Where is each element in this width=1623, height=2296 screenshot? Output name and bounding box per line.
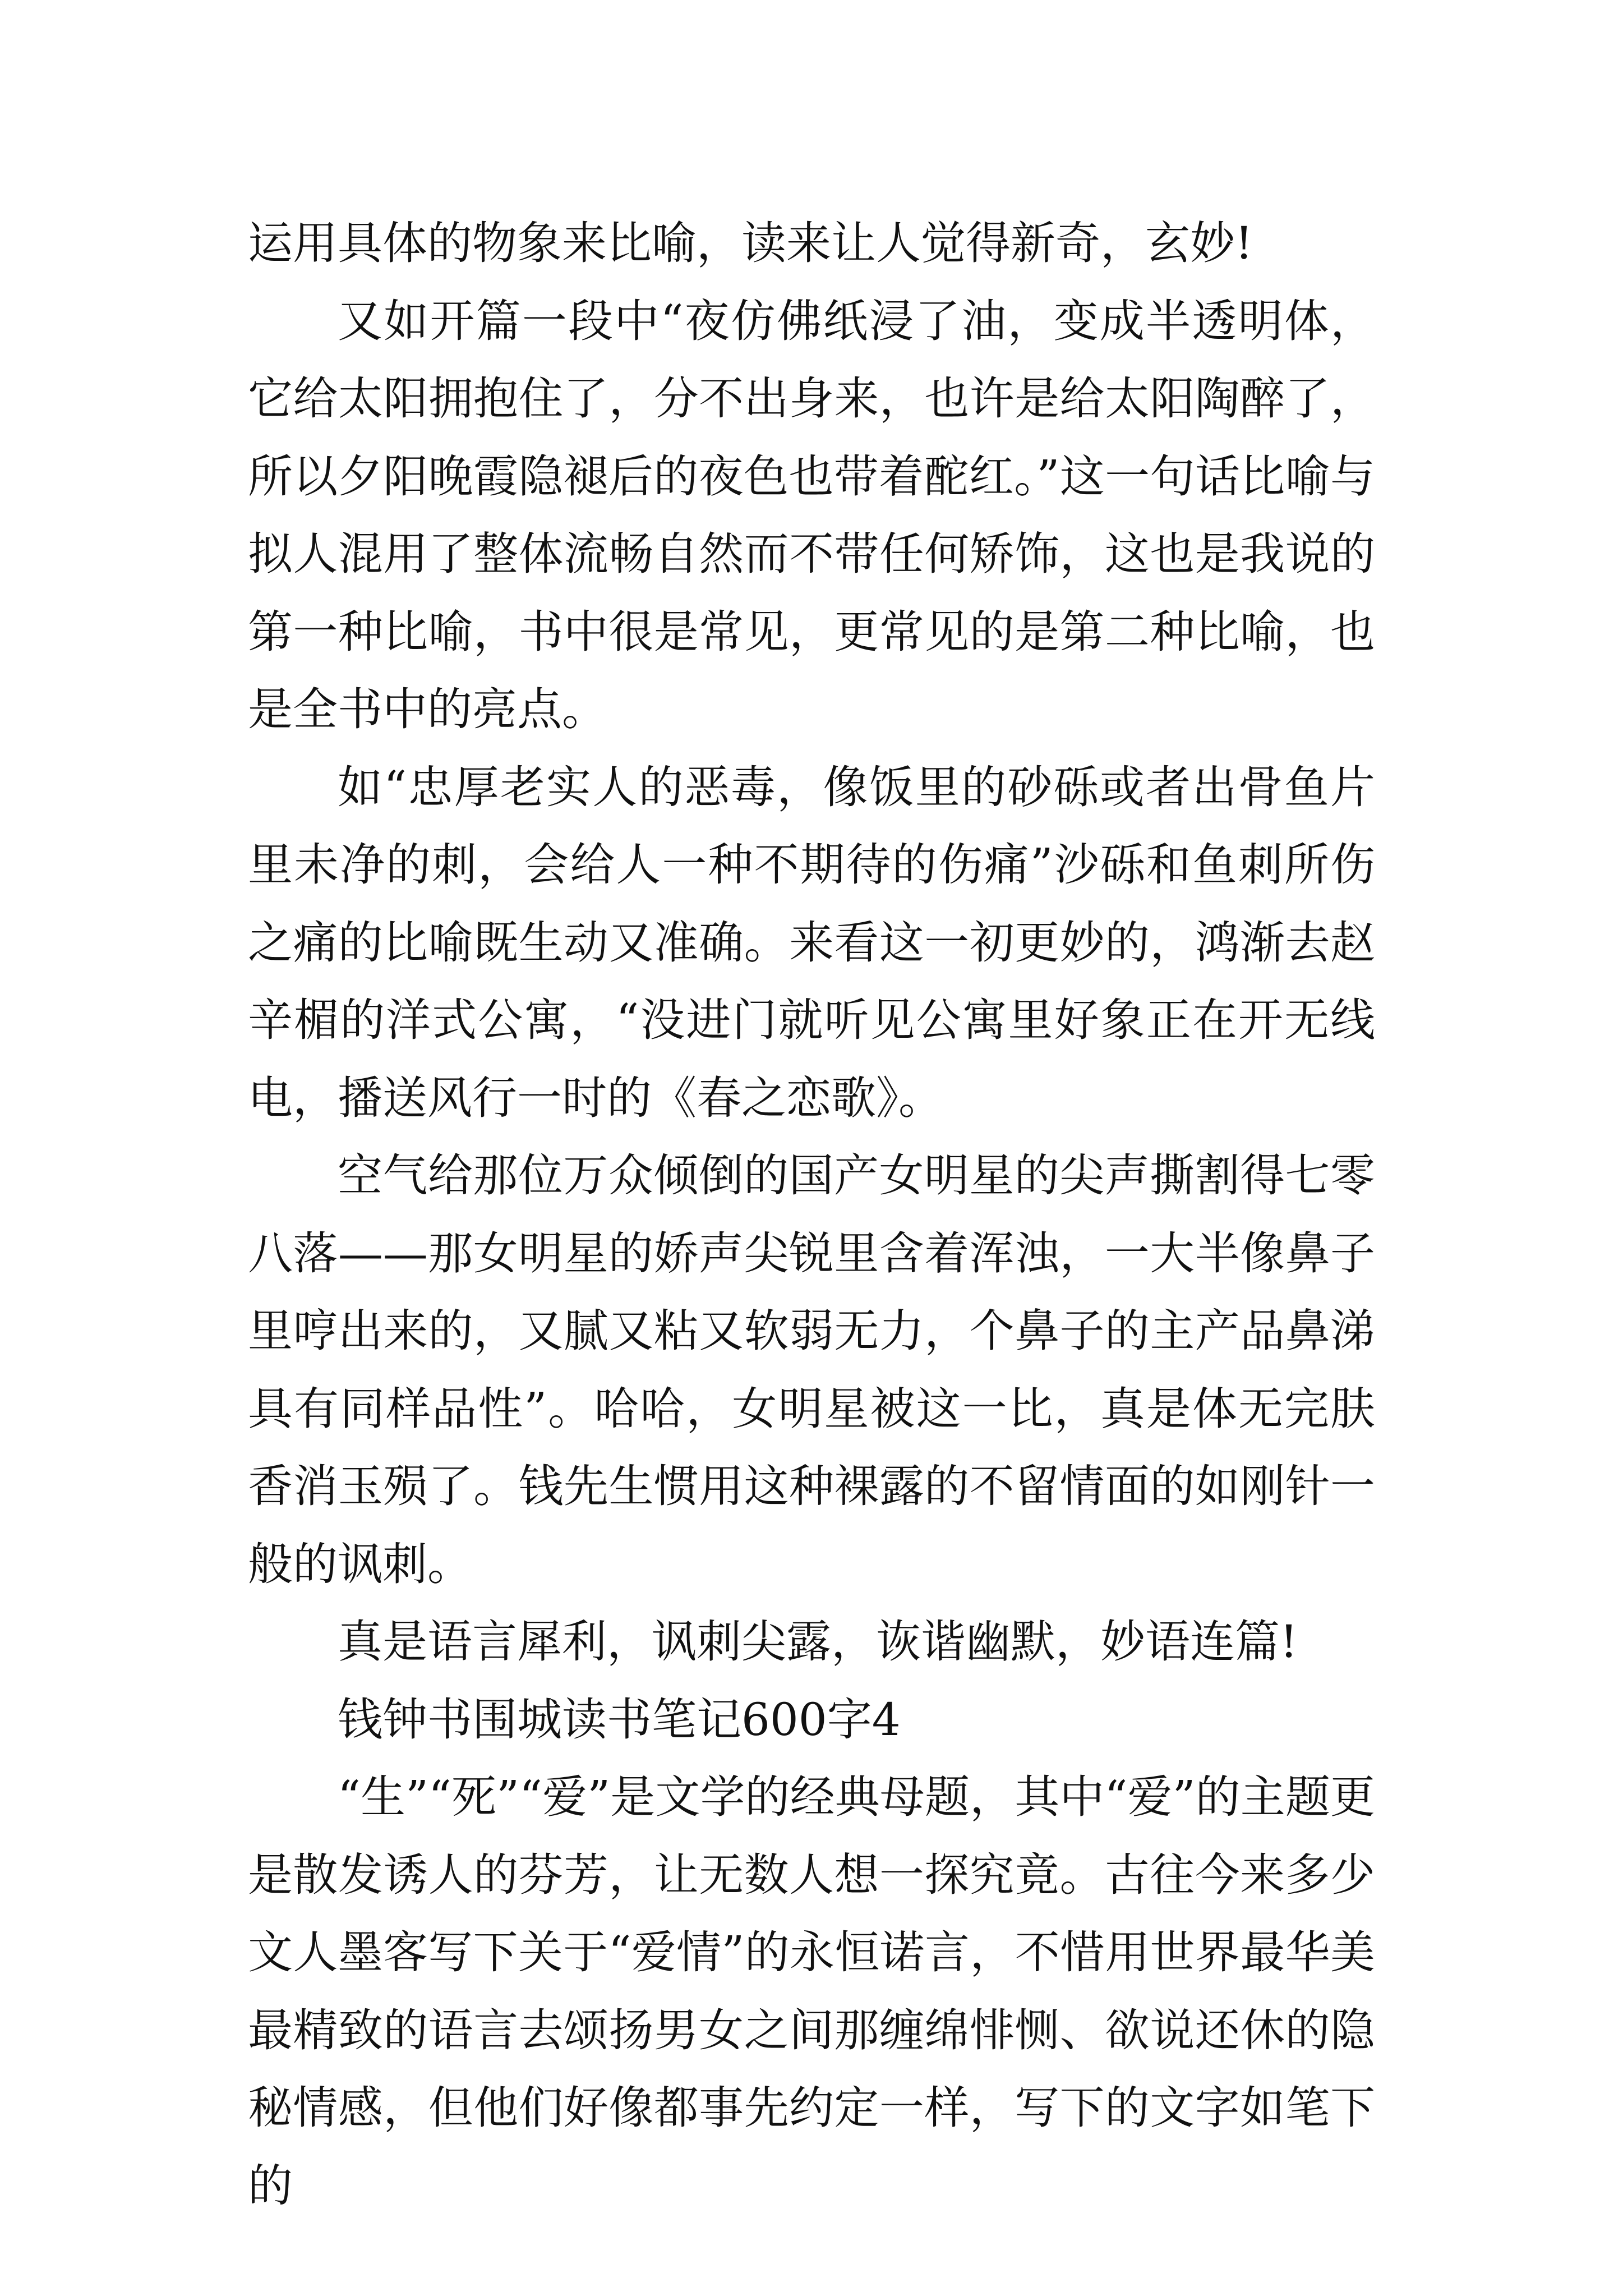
paragraph-6: “生”“死”“爱”是文学的经典母题，其中“爱”的主题更是散发诱人的芬芳，让无数人想一探究竟。古往今来多少文人墨客写下关于“爱情”的永恒诺言，不惜用世界最华美最精致的语言去颂扬男女之间那缠绵悱恻、欲说还休的隐秘情感，但他们好像都事先约定一样，写下的文字如笔下的 bbox=[248, 1771, 1375, 2212]
paragraph-3: 如“忠厚老实人的恶毒，像饭里的砂砾或者出骨鱼片里未净的刺，会给人一种不期待的伤痛”沙砾和鱼刺所伤之痛的比喻既生动又准确。来看这一初更妙的，鸿渐去赵辛楣的洋式公寓，“没进门就听见公寓里好象正在开无线电，播送风行一时的《春之恋歌》。 bbox=[248, 761, 1375, 1124]
paragraph-4: 空气给那位万众倾倒的国产女明星的尖声撕割得七零八落——那女明星的娇声尖锐里含着浑浊，一大半像鼻子里哼出来的，又腻又粘又软弱无力，个鼻子的主产品鼻涕具有同样品性”。哈哈，女明星被这一比，真是体无完肤香消玉殒了。钱先生惯用这种裸露的不留情面的如刚针一般的讽刺。 bbox=[248, 1149, 1375, 1590]
paragraph-1: 运用具体的物象来比喻，读来让人觉得新奇，玄妙! bbox=[248, 217, 1253, 269]
paragraph-2: 又如开篇一段中“夜仿佛纸浸了油，变成半透明体，它给太阳拥抱住了，分不出身来，也许是给太阳陶醉了，所以夕阳晚霞隐褪后的夜色也带着酡红。”这一句话比喻与拟人混用了整体流畅自然而不带任何矫饰，这也是我说的第一种比喻，书中很是常见，更常见的是第二种比喻，也是全书中的亮点。 bbox=[248, 295, 1375, 735]
paragraph-5: 真是语言犀利，讽刺尖露，诙谐幽默，妙语连篇! bbox=[338, 1616, 1298, 1668]
body-text bbox=[248, 205, 1375, 2225]
section-heading: 钱钟书围城读书笔记600字4 bbox=[338, 1693, 901, 1746]
